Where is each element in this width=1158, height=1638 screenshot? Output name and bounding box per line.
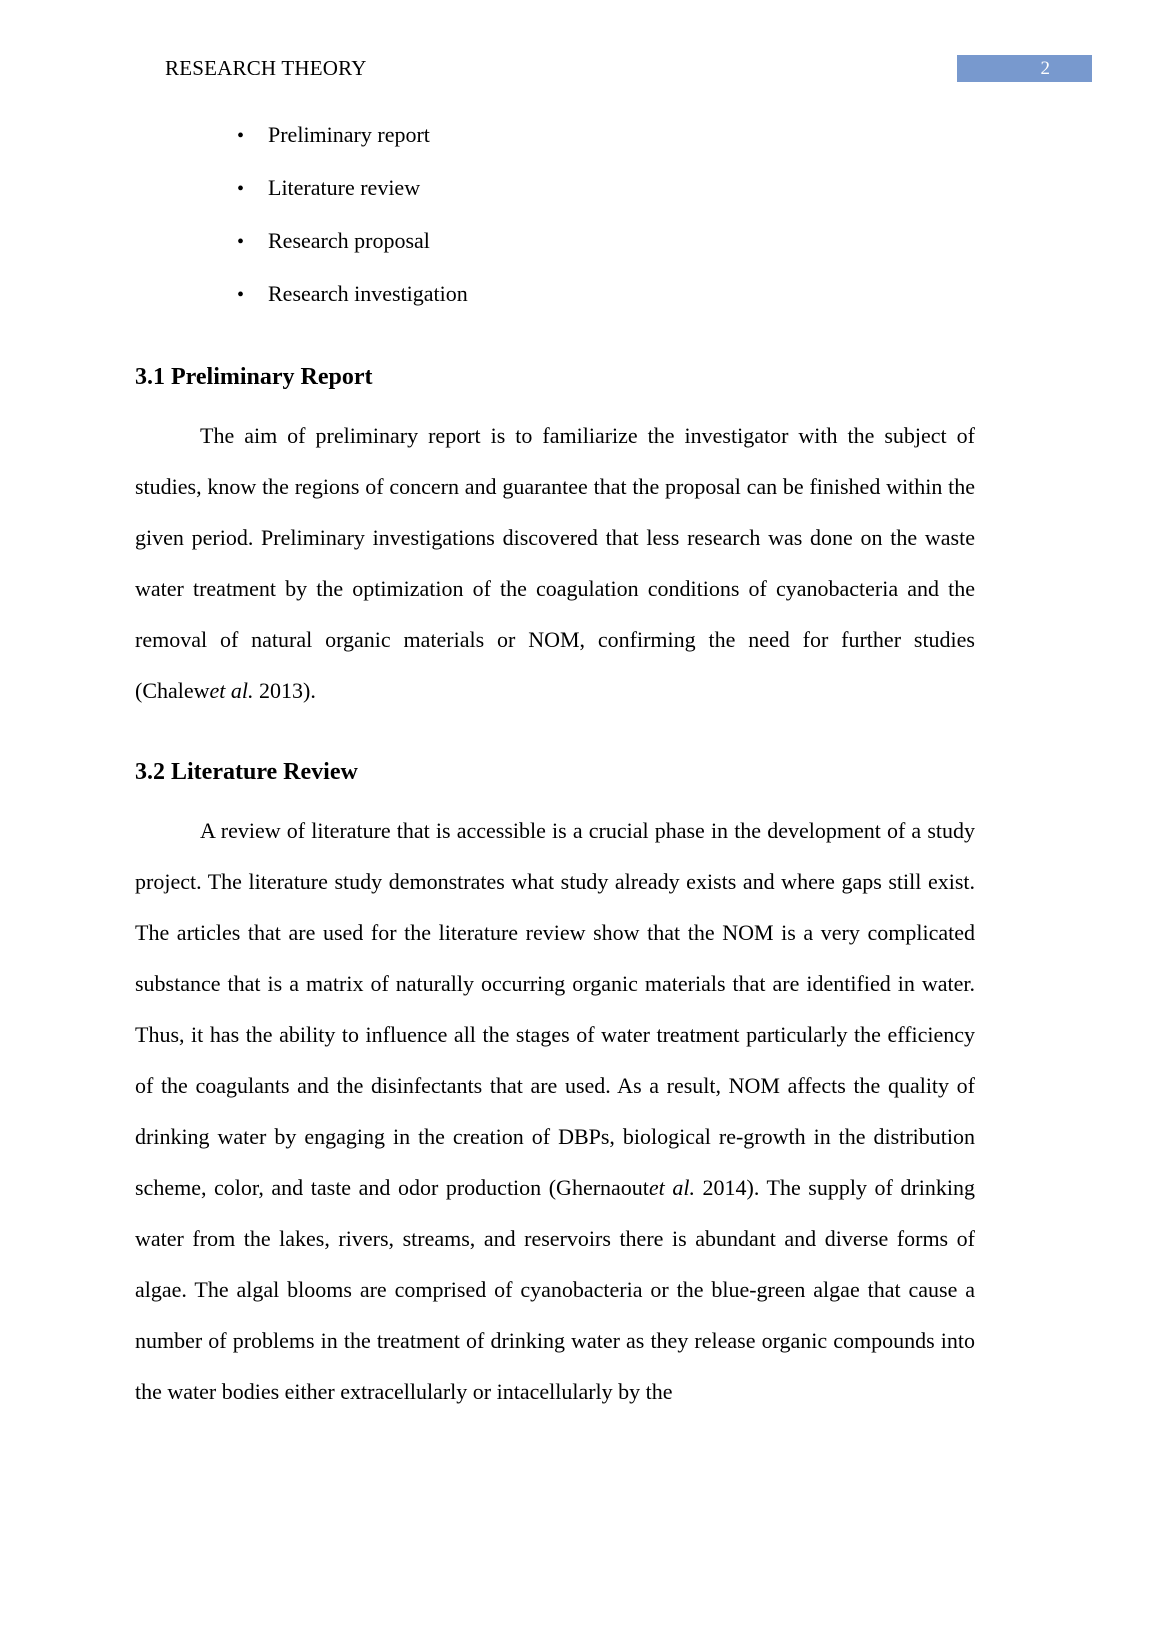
list-item-label: Preliminary report bbox=[268, 122, 430, 147]
list-item-label: Research proposal bbox=[268, 228, 430, 253]
list-item bbox=[237, 268, 975, 321]
list-item bbox=[237, 109, 975, 162]
page-content bbox=[135, 109, 975, 1417]
list-item-label: Research investigation bbox=[268, 281, 468, 306]
bullet-list bbox=[237, 109, 975, 321]
bullet-icon bbox=[237, 270, 268, 321]
paragraph-literature-review: A review of literature that is accessible is a crucial phase in the development of a study project. The literature study demonstrates what study already exists and where gaps still exist. The articles that are used for the literature review show that the NOM is a very complicated substance that is a matrix of naturally occurring organic materials that are identified in water. Thus, it has the ability to influence all the stages of water treatment particularly the efficiency of the coagulants and the disinfectants that are used. As a result, NOM affects the quality of drinking water by engaging in the creation of DBPs, biological re-growth in the distribution scheme, color, and taste and odor production (Ghernaoutet al. 2014). The supply of drinking water from the lakes, rivers, streams, and reservoirs there is abundant and diverse forms of algae. The algal blooms are comprised of cyanobacteria or the blue-green algae that cause a number of problems in the treatment of drinking water as they release organic compounds into the water bodies either extracellularly or intacellularly by the bbox=[135, 818, 975, 1404]
running-head-title: RESEARCH THEORY bbox=[165, 56, 367, 80]
list-item-label: Literature review bbox=[268, 175, 421, 200]
paragraph-preliminary-report: The aim of preliminary report is to familiarize the investigator with the subject of studies, know the regions of concern and guarantee that the proposal can be finished within the given period. Preliminary investigations discovered that less research was done on the waste water treatment by the optimization of the coagulation conditions of cyanobacteria and the removal of natural organic materials or NOM, confirming the need for further studies (Chalewet al. 2013). bbox=[135, 423, 975, 703]
bullet-icon bbox=[237, 217, 268, 268]
page-number-box bbox=[957, 55, 1092, 82]
list-item bbox=[237, 215, 975, 268]
section-literature-review bbox=[135, 757, 975, 1417]
section-heading-3-2: 3.2 Literature Review bbox=[135, 759, 358, 785]
section-preliminary-report bbox=[135, 362, 975, 716]
page-number: 2 bbox=[1040, 57, 1050, 79]
bullet-icon bbox=[237, 111, 268, 162]
section-heading-3-1: 3.1 Preliminary Report bbox=[135, 364, 373, 390]
page-header bbox=[165, 55, 1092, 82]
bullet-icon bbox=[237, 164, 268, 215]
list-item bbox=[237, 162, 975, 215]
